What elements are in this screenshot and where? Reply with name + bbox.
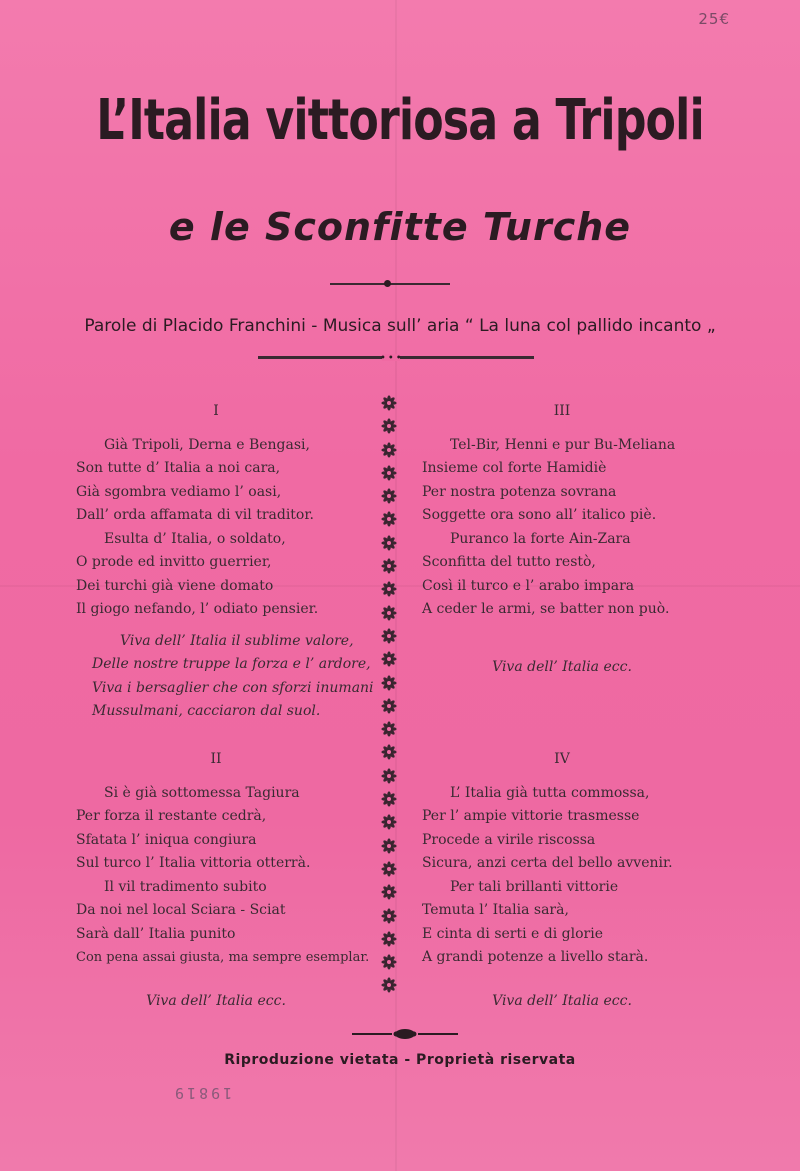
flower-ornament-icon bbox=[381, 768, 397, 784]
refrain-line: Mussulmani, cacciaron dal suol. bbox=[92, 703, 321, 719]
verse-line: Il giogo nefando, l’ odiato pensier. bbox=[76, 601, 319, 617]
verse-line: Temuta l’ Italia sarà, bbox=[422, 902, 569, 918]
flower-ornament-icon bbox=[381, 418, 397, 434]
poster-subtitle: e le Sconfitte Turche bbox=[168, 205, 632, 249]
stanza-2 bbox=[76, 748, 381, 1013]
refrain-line: Delle nostre truppe la forza e l’ ardore, bbox=[92, 656, 371, 672]
refrain: Viva dell’ Italia ecc. bbox=[492, 992, 632, 1009]
flower-ornament-icon bbox=[381, 651, 397, 667]
verse-line: Sarà dall’ Italia punito bbox=[76, 925, 236, 942]
stanza-1 bbox=[76, 400, 381, 724]
flower-ornament-icon bbox=[381, 675, 397, 691]
footer-rights: Riproduzione vietata - Proprietà riservata bbox=[224, 1052, 576, 1068]
verse-line: Puranco la forte Ain-Zara bbox=[450, 530, 631, 547]
verse-line: Sicura, anzi certa del bello avvenir. bbox=[422, 855, 673, 871]
verse-line: Sconfitta del tutto restò, bbox=[422, 554, 596, 570]
verse-line: Per tali brillanti vittorie bbox=[450, 878, 619, 895]
verse-line: Tel-Bir, Henni e pur Bu-Meliana bbox=[450, 436, 676, 453]
floral-divider bbox=[381, 395, 401, 1001]
verse-line: Soggette ora sono all’ italico piè. bbox=[422, 507, 657, 523]
verse-line: Procede a virile riscossa bbox=[422, 831, 596, 848]
flower-ornament-icon bbox=[381, 442, 397, 458]
flower-ornament-icon bbox=[381, 977, 397, 993]
verse-line: E cinta di serti e di glorie bbox=[422, 925, 603, 942]
refrain: Viva dell’ Italia ecc. bbox=[146, 992, 286, 1009]
flower-ornament-icon bbox=[381, 488, 397, 504]
refrain-line: Viva dell’ Italia il sublime valore, bbox=[120, 632, 354, 649]
refrain-line: Viva i bersaglier che con sforzi inumani bbox=[92, 679, 374, 696]
verse-line: Per nostra potenza sovrana bbox=[422, 483, 617, 500]
verse-line: Con pena assai giusta, ma sempre esemplar. bbox=[76, 950, 370, 965]
verse-line: A grandi potenze a livello starà. bbox=[422, 949, 649, 965]
flower-ornament-icon bbox=[381, 511, 397, 527]
corner-price-note: 25€ bbox=[698, 10, 730, 28]
verse-line: Già sgombra vediamo l’ oasi, bbox=[76, 483, 282, 500]
flower-ornament-icon bbox=[381, 698, 397, 714]
inventory-stamp-number: 19819 bbox=[172, 1084, 233, 1102]
verse-line: Esulta d’ Italia, o soldato, bbox=[104, 530, 286, 547]
flower-ornament-icon bbox=[381, 721, 397, 737]
verse-text: Già Tripoli, Derna e Bengasi, bbox=[104, 436, 310, 453]
verse-line: Dall’ orda affamata di vil traditor. bbox=[76, 507, 314, 523]
verse-line: Il vil tradimento subito bbox=[104, 878, 267, 895]
flower-ornament-icon bbox=[381, 791, 397, 807]
poster-title: L’Italia vittoriosa a Tripoli bbox=[96, 88, 704, 153]
stanza-4 bbox=[422, 748, 722, 1013]
verse-line: Per forza il restante cedrà, bbox=[76, 808, 267, 824]
refrain: Viva dell’ Italia ecc. bbox=[492, 658, 632, 675]
flower-ornament-icon bbox=[381, 814, 397, 830]
flower-ornament-icon bbox=[381, 395, 397, 411]
flower-ornament-icon bbox=[381, 954, 397, 970]
footer-ornament bbox=[350, 1027, 460, 1041]
verse-line: A ceder le armi, se batter non può. bbox=[422, 601, 670, 617]
flower-ornament-icon bbox=[381, 861, 397, 877]
flower-ornament-icon bbox=[381, 884, 397, 900]
verse-line: Per l’ ampie vittorie trasmesse bbox=[422, 808, 640, 824]
flower-ornament-icon bbox=[381, 744, 397, 760]
verse-line: Son tutte d’ Italia a noi cara, bbox=[76, 460, 281, 476]
stanza-3 bbox=[422, 400, 722, 679]
verse-line: Insieme col forte Hamidiè bbox=[422, 460, 607, 476]
verse-line: Così il turco e l’ arabo impara bbox=[422, 577, 635, 594]
verse-line: O prode ed invitto guerrier, bbox=[76, 554, 272, 570]
flower-ornament-icon bbox=[381, 558, 397, 574]
verse-line bbox=[76, 434, 381, 458]
verse-line: Sul turco l’ Italia vittoria otterrà. bbox=[76, 855, 311, 871]
credits-line: Parole di Placido Franchini - Musica sull’ aria “ La luna col pallido incanto „ bbox=[84, 316, 716, 336]
flower-ornament-icon bbox=[381, 628, 397, 644]
ornament-dot bbox=[384, 280, 391, 287]
verse-line: Si è già sottomessa Tagiura bbox=[104, 784, 300, 801]
verse-line: Sfatata l’ iniqua congiura bbox=[76, 831, 257, 848]
flower-ornament-icon bbox=[381, 908, 397, 924]
verse-line: Dei turchi già viene domato bbox=[76, 577, 274, 594]
flower-ornament-icon bbox=[381, 605, 397, 621]
verse-line: Da noi nel local Sciara - Sciat bbox=[76, 902, 286, 918]
flower-ornament-icon bbox=[381, 581, 397, 597]
refrain bbox=[76, 630, 381, 724]
flower-ornament-icon bbox=[381, 931, 397, 947]
stanza-numeral: III bbox=[553, 403, 571, 419]
stanza-numeral: II bbox=[210, 751, 222, 767]
stanza-numeral: I bbox=[213, 403, 219, 419]
ornament-rule-dots: ••• bbox=[380, 353, 404, 364]
flower-ornament-icon bbox=[381, 535, 397, 551]
stanza-numeral: IV bbox=[554, 751, 570, 767]
flower-ornament-icon bbox=[381, 838, 397, 854]
flower-ornament-icon bbox=[381, 465, 397, 481]
verse-line: L’ Italia già tutta commossa, bbox=[450, 784, 650, 801]
